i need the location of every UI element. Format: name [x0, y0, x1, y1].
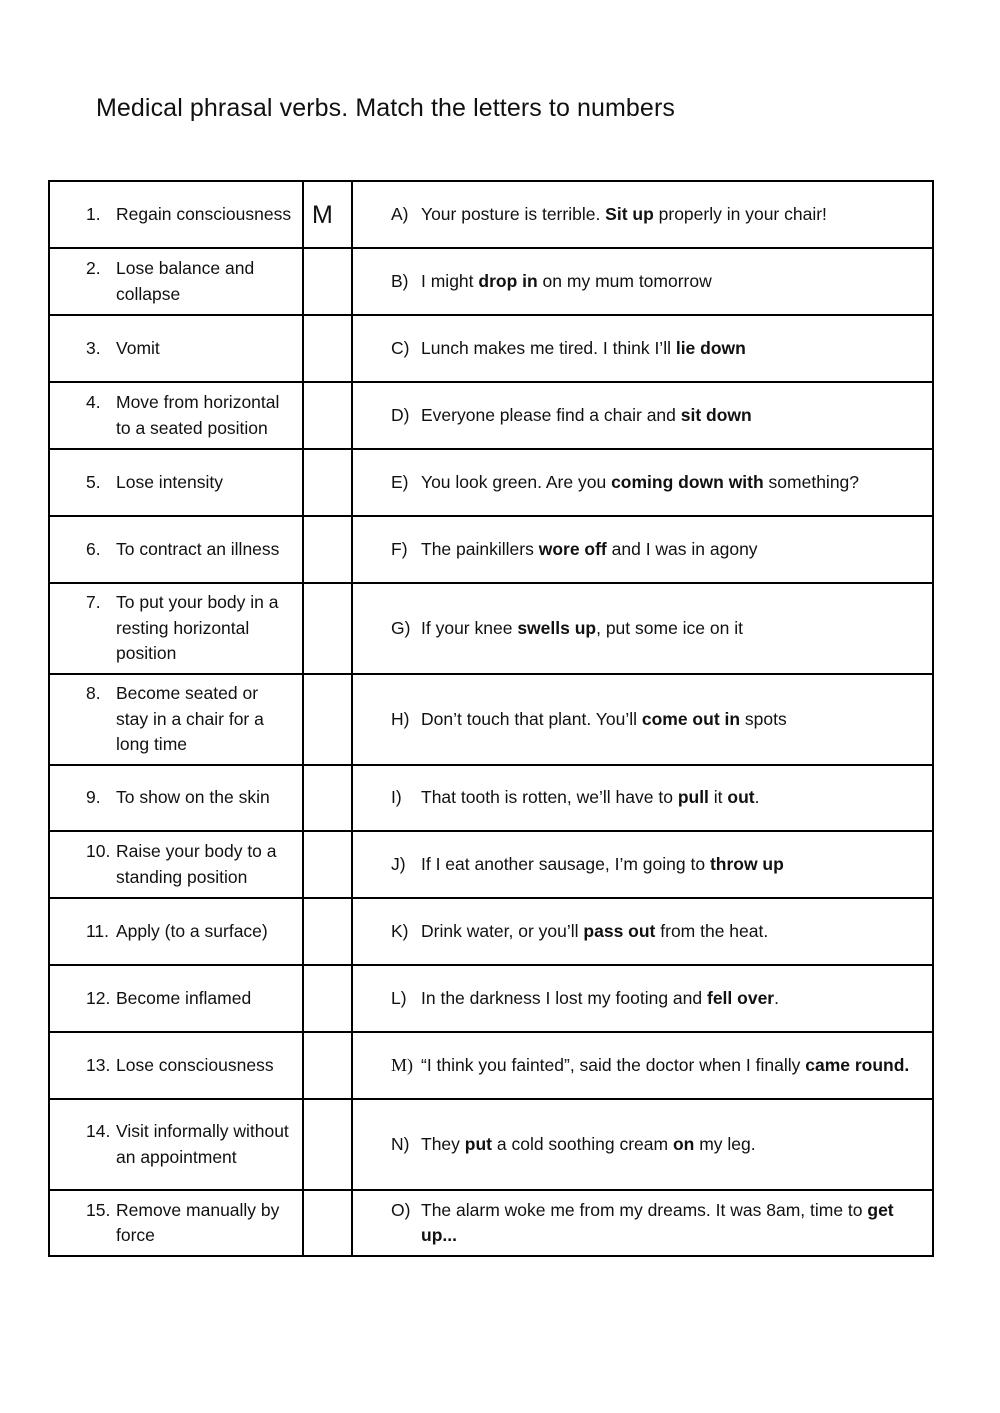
- table-row: [49, 248, 933, 315]
- definition-text: Raise your body to a standing position: [116, 841, 277, 887]
- sentence-letter: H): [391, 708, 410, 729]
- sentence-item: [353, 336, 932, 362]
- answer-cell[interactable]: [303, 898, 352, 965]
- sentence-fragment: from the heat.: [655, 920, 769, 941]
- phrasal-verb: come out in: [641, 708, 741, 729]
- sentence-fragment: You look green. Are you: [421, 471, 612, 492]
- sentence-fragment: .: [754, 787, 760, 808]
- definition-cell: [49, 516, 303, 583]
- sentence-fragment: Lunch makes me tired. I think I’ll: [421, 337, 676, 358]
- definition-item: [50, 537, 302, 563]
- answer-cell[interactable]: [303, 583, 352, 674]
- matching-rows: [49, 181, 933, 1256]
- table-row: [49, 516, 933, 583]
- sentence-text: [421, 986, 924, 1012]
- definition-text: Lose balance and collapse: [116, 258, 255, 304]
- table-row: [49, 898, 933, 965]
- definition-item: [50, 202, 302, 228]
- answer-cell[interactable]: [303, 1099, 352, 1190]
- definition-item: [50, 336, 302, 362]
- definition-item: [50, 1053, 302, 1079]
- sentence-item: [353, 852, 932, 878]
- answer-cell[interactable]: [303, 1032, 352, 1099]
- definition-text: Vomit: [116, 337, 160, 358]
- definition-cell: [49, 965, 303, 1032]
- phrasal-verb: get up...: [421, 1199, 894, 1245]
- sentence-cell: [352, 583, 933, 674]
- phrasal-verb: swells up: [517, 617, 597, 638]
- definition-item: [50, 681, 302, 758]
- phrasal-verb: Sit up: [605, 203, 654, 224]
- phrasal-verb: fell over: [707, 987, 775, 1008]
- definition-item: [50, 839, 302, 890]
- sentence-fragment: a cold soothing cream: [492, 1133, 673, 1154]
- sentence-text: [421, 616, 924, 642]
- sentence-cell: [352, 674, 933, 765]
- sentence-cell: [352, 965, 933, 1032]
- sentence-cell: [352, 315, 933, 382]
- sentence-fragment: If your knee: [421, 617, 518, 638]
- answer-cell[interactable]: [303, 765, 352, 831]
- definition-cell: [49, 831, 303, 898]
- sentence-letter: O): [391, 1199, 411, 1220]
- sentence-text: [421, 403, 924, 429]
- definition-number: 11.: [86, 920, 110, 941]
- definition-cell: [49, 315, 303, 382]
- definition-item: [50, 590, 302, 667]
- table-row: [49, 382, 933, 449]
- definition-number: 3.: [86, 337, 101, 358]
- sentence-cell: [352, 248, 933, 315]
- phrasal-verb: sit down: [680, 404, 752, 425]
- phrasal-verb: pull: [677, 787, 709, 808]
- definition-item: [50, 470, 302, 496]
- answer-cell[interactable]: [303, 449, 352, 516]
- definition-text: To show on the skin: [116, 787, 270, 808]
- definition-text: Become inflamed: [116, 987, 252, 1008]
- sentence-cell: [352, 1032, 933, 1099]
- sentence-text: [421, 852, 924, 878]
- sentence-fragment: .: [774, 987, 779, 1008]
- sentence-letter: I): [391, 787, 402, 808]
- definition-cell: [49, 583, 303, 674]
- definition-number: 5.: [86, 471, 101, 492]
- sentence-fragment: I might: [421, 270, 479, 291]
- sentence-text: [421, 537, 924, 563]
- definition-cell: [49, 1190, 303, 1256]
- sentence-letter: D): [391, 404, 410, 425]
- definition-number: 2.: [86, 258, 101, 278]
- definition-text: Move from horizontal to a seated position: [116, 392, 280, 438]
- sentence-item: [353, 986, 932, 1012]
- sentence-fragment: and I was in agony: [606, 538, 758, 559]
- definition-cell: [49, 1032, 303, 1099]
- definition-number: 4.: [86, 392, 101, 412]
- sentence-item: [353, 707, 932, 733]
- sentence-fragment: The alarm woke me from my dreams. It was 8am, time to: [421, 1199, 868, 1220]
- definition-item: [50, 256, 302, 307]
- sentence-text: [421, 1053, 924, 1079]
- sentence-fragment: properly in your chair!: [653, 203, 827, 224]
- sentence-cell: [352, 449, 933, 516]
- answer-value[interactable]: M: [312, 200, 333, 229]
- definition-text: Remove manually by force: [116, 1199, 280, 1245]
- sentence-cell: [352, 898, 933, 965]
- sentence-item: [353, 1132, 932, 1158]
- definition-text: To contract an illness: [116, 538, 280, 559]
- definition-number: 9.: [86, 787, 101, 808]
- phrasal-verb: put: [464, 1133, 492, 1154]
- sentence-cell: [352, 516, 933, 583]
- answer-cell[interactable]: [303, 674, 352, 765]
- sentence-item: [353, 269, 932, 295]
- sentence-fragment: Everyone please find a chair and: [421, 404, 681, 425]
- definition-number: 14.: [86, 1121, 111, 1141]
- definition-text: Apply (to a surface): [116, 920, 268, 941]
- sentence-item: [353, 537, 932, 563]
- sentence-letter: N): [391, 1133, 410, 1154]
- definition-cell: [49, 449, 303, 516]
- sentence-letter: B): [391, 270, 409, 291]
- table-row: [49, 1190, 933, 1256]
- phrasal-verb: wore off: [538, 538, 607, 559]
- definition-number: 12.: [86, 987, 111, 1008]
- definition-text: Regain consciousness: [116, 203, 292, 224]
- answer-cell[interactable]: [303, 248, 352, 315]
- definition-cell: [49, 382, 303, 449]
- sentence-item: [353, 919, 932, 945]
- sentence-letter: K): [391, 920, 409, 941]
- sentence-letter: E): [391, 471, 409, 492]
- sentence-letter: M): [391, 1054, 413, 1075]
- sentence-text: [421, 336, 924, 362]
- table-row: [49, 1032, 933, 1099]
- definition-item: [50, 1119, 302, 1170]
- sentence-item: [353, 785, 932, 811]
- table-row: [49, 965, 933, 1032]
- sentence-fragment: The painkillers: [421, 538, 539, 559]
- sentence-text: [421, 785, 924, 811]
- sentence-fragment: Drink water, or you’ll: [421, 920, 584, 941]
- sentence-fragment: In the darkness I lost my footing and: [421, 987, 707, 1008]
- answer-cell[interactable]: [303, 1190, 352, 1256]
- sentence-fragment: something?: [763, 471, 860, 492]
- table-row: [49, 449, 933, 516]
- table-row: [49, 315, 933, 382]
- sentence-fragment: my leg.: [694, 1133, 756, 1154]
- table-row: [49, 674, 933, 765]
- definition-item: [50, 986, 302, 1012]
- definition-text: Visit informally without an appointment: [116, 1121, 289, 1167]
- definition-number: 8.: [86, 683, 101, 704]
- sentence-cell: [352, 831, 933, 898]
- definition-item: [50, 919, 302, 945]
- definition-number: 13.: [86, 1054, 111, 1075]
- sentence-letter: G): [391, 617, 411, 638]
- phrasal-verb: on: [672, 1133, 695, 1154]
- sentence-fragment: Your posture is terrible.: [421, 203, 606, 224]
- phrasal-verb: drop in: [478, 270, 538, 291]
- sentence-fragment: That tooth is rotten, we’ll have to: [421, 787, 678, 808]
- definition-cell: [49, 765, 303, 831]
- phrasal-verb: pass out: [583, 920, 656, 941]
- phrasal-verb: throw up: [709, 853, 784, 874]
- definition-number: 10.: [86, 841, 111, 861]
- definition-cell: [49, 1099, 303, 1190]
- definition-text: Lose intensity: [116, 471, 224, 492]
- sentence-fragment: If I eat another sausage, I’m going to: [421, 853, 710, 874]
- table-row: [49, 181, 933, 248]
- definition-cell: [49, 181, 303, 248]
- definition-number: 6.: [86, 538, 101, 559]
- sentence-fragment: spots: [740, 708, 787, 729]
- table-row: [49, 831, 933, 898]
- sentence-fragment: it: [708, 787, 728, 808]
- table-row: [49, 583, 933, 674]
- matching-table: [48, 180, 934, 1257]
- sentence-text: [421, 919, 924, 945]
- sentence-letter: J): [391, 853, 406, 874]
- sentence-letter: F): [391, 538, 408, 559]
- definition-cell: [49, 898, 303, 965]
- definition-item: [50, 390, 302, 441]
- sentence-cell: [352, 1190, 933, 1256]
- sentence-cell: [352, 181, 933, 248]
- table-row: [49, 765, 933, 831]
- answer-cell[interactable]: [303, 516, 352, 583]
- sentence-text: [421, 202, 924, 228]
- phrasal-verb: lie down: [675, 337, 746, 358]
- definition-cell: [49, 248, 303, 315]
- sentence-cell: [352, 382, 933, 449]
- sentence-text: [421, 1198, 924, 1249]
- answer-cell[interactable]: [303, 382, 352, 449]
- sentence-item: [353, 1053, 932, 1079]
- phrasal-verb: came round.: [805, 1054, 910, 1075]
- sentence-text: [421, 470, 924, 496]
- sentence-fragment: on my mum tomorrow: [537, 270, 712, 291]
- table-row: [49, 1099, 933, 1190]
- page-title: Medical phrasal verbs. Match the letters to numbers: [96, 94, 675, 122]
- sentence-fragment: They: [421, 1133, 465, 1154]
- sentence-text: [421, 269, 924, 295]
- sentence-cell: [352, 1099, 933, 1190]
- sentence-fragment: , put some ice on it: [596, 617, 743, 638]
- sentence-fragment: Don’t touch that plant. You’ll: [421, 708, 642, 729]
- sentence-letter: L): [391, 987, 407, 1008]
- definition-number: 1.: [86, 203, 101, 224]
- definition-item: [50, 785, 302, 811]
- sentence-letter: C): [391, 337, 410, 358]
- sentence-item: [353, 403, 932, 429]
- phrasal-verb: out: [727, 787, 755, 808]
- sentence-text: [421, 707, 924, 733]
- definition-number: 15.: [86, 1199, 111, 1220]
- definition-item: [50, 1198, 302, 1249]
- sentence-letter: A): [391, 203, 409, 224]
- definition-number: 7.: [86, 592, 101, 613]
- answer-cell[interactable]: [303, 965, 352, 1032]
- definition-cell: [49, 674, 303, 765]
- sentence-item: [353, 1198, 932, 1249]
- answer-cell[interactable]: [303, 181, 352, 248]
- sentence-item: [353, 616, 932, 642]
- answer-cell[interactable]: [303, 831, 352, 898]
- phrasal-verb: coming down with: [611, 471, 764, 492]
- definition-text: Lose consciousness: [116, 1054, 274, 1075]
- sentence-item: [353, 202, 932, 228]
- sentence-fragment: “I think you fainted”, said the doctor when I finally: [421, 1054, 806, 1075]
- sentence-item: [353, 470, 932, 496]
- definition-text: Become seated or stay in a chair for a long time: [116, 683, 264, 755]
- answer-cell[interactable]: [303, 315, 352, 382]
- definition-text: To put your body in a resting horizontal position: [116, 592, 279, 664]
- sentence-text: [421, 1132, 924, 1158]
- sentence-cell: [352, 765, 933, 831]
